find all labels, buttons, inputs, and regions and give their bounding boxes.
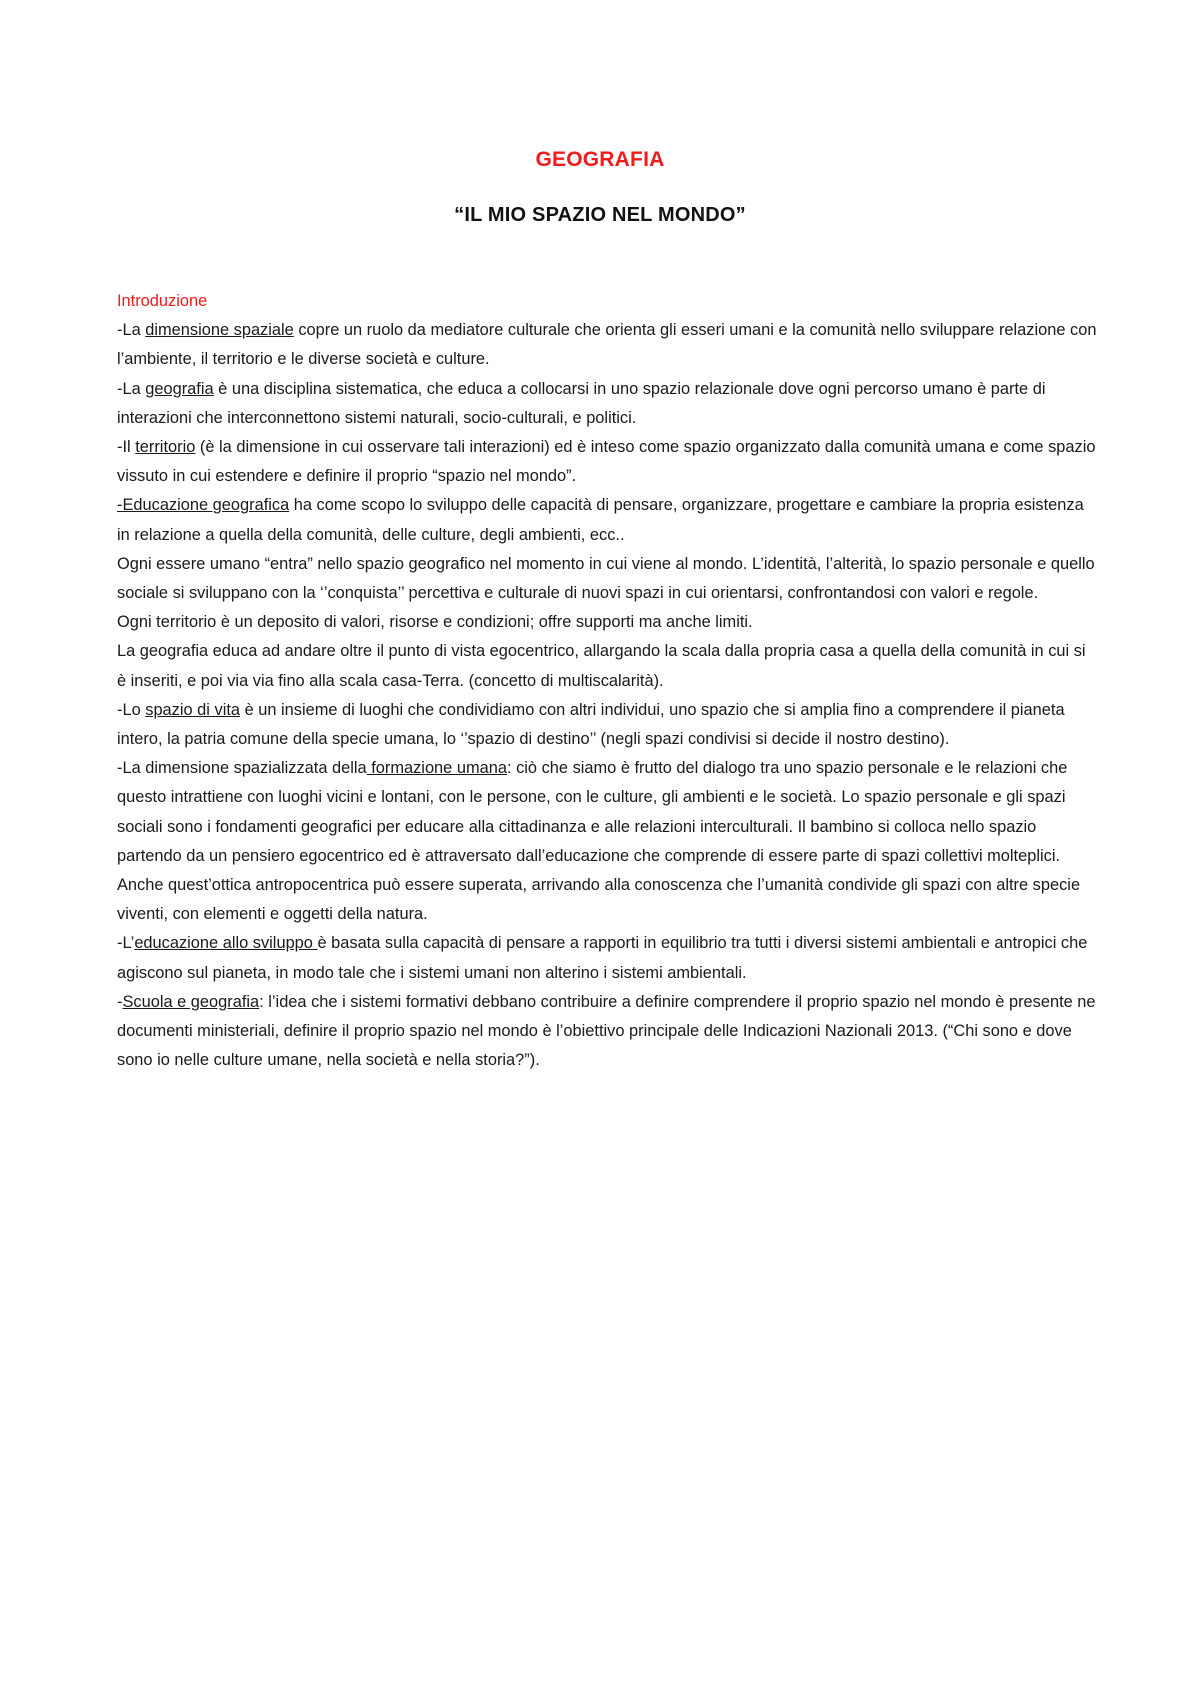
paragraph-text: è basata sulla capacità di pensare a rapporti in equilibrio tra tutti i diversi sistemi ambientali e antropici che agiscono sul pianeta, in modo tale che i sistemi umani non alterino i sistemi ambientali. [117,934,1088,982]
paragraph-multiscalarita: La geografia educa ad andare oltre il punto di vista egocentrico, allargando la scala dalla propria casa a quella della comunità in cui si è inseriti, e poi via via fino alla scala casa-Terra. (concetto di multiscalarità). [117,642,1086,690]
paragraph-essere-umano: Ogni essere umano “entra” nello spazio geografico nel momento in cui viene al mondo. L’identità, l’alterità, lo spazio personale e quello sociale si sviluppano con la ‘’conquista’’ percettiva e culturale di nuovi spazi in cui orientarsi, confrontandosi con valori e regole. [117,554,1095,603]
section-heading: Introduzione [117,292,208,310]
paragraph-prefix: - [117,992,123,1011]
paragraph-scuola-geografia [117,988,1099,1076]
paragraph-text: è una disciplina sistematica, che educa a collocarsi in uno spazio relazionale dove ogni percorso umano è parte di interazioni che interconnettono sistemi naturali, socio-culturali, e politici. [117,379,1046,427]
paragraph-text: è un insieme di luoghi che condividiamo con altri individui, uno spazio che si amplia fino a comprendere il pianeta intero, la patria comune della specie umana, lo ‘’spazio di destino’’ (negli spazi condivisi si decide il nostro destino). [117,700,1065,749]
paragraph-territorio [117,433,1099,491]
paragraph-territorio-deposito: Ogni territorio è un deposito di valori, risorse e condizioni; offre supporti ma anche limiti. [117,613,753,632]
underlined-term: Scuola e geografia [122,992,260,1011]
underlined-term: spazio di vita [145,700,241,719]
paragraph-text: (è la dimensione in cui osservare tali interazioni) ed è inteso come spazio organizzato dalla comunità umana e come spazio vissuto in cui estendere e definire il proprio “spazio nel mondo”. [117,438,1096,486]
underlined-term: dimensione spaziale [145,321,294,340]
paragraph-spazio-di-vita [117,696,1099,754]
underlined-term: geografia [145,379,214,398]
paragraph-educazione-geografica [117,491,1099,549]
underlined-term: territorio [135,438,196,457]
paragraph-text: : ciò che siamo è frutto del dialogo tra uno spazio personale e le relazioni che questo intrattiene con luoghi vicini e lontani, con le persone, con le culture, gli ambienti e le società. Lo spazio personale e gli spazi sociali sono i fondamenti geografici per educare alla cittadinanza e alle relazioni interculturali. Il bambino si colloca nello spazio partendo da un pensiero egocentrico ed è attraversato dall’educazione che comprende di essere parte di spazi collettivi molteplici. Anche quest’ottica antropocentrica può essere superata, arrivando alla conoscenza che l’umanità condivide gli spazi con altre specie viventi, con elementi e oggetti della natura. [117,759,1081,924]
paragraph-prefix: -L’ [117,934,135,953]
paragraph-prefix: -La [117,379,146,398]
paragraph-prefix: -La dimensione spazializzata della [117,759,367,778]
paragraph-prefix: -Il [117,438,136,457]
paragraph-prefix: -Lo [117,700,146,719]
document-body [117,287,1099,1075]
paragraph-educazione-sviluppo [117,929,1099,987]
paragraph-text: ha come scopo lo sviluppo delle capacità di pensare, organizzare, progettare e cambiare la propria esistenza in relazione a quella della comunità, delle culture, degli ambienti, ecc.. [117,496,1084,544]
underlined-term: formazione umana [366,759,507,778]
paragraph-dimensione-spaziale [117,316,1099,374]
paragraph-prefix: -La [117,321,146,340]
underlined-term: -Educazione geografica [117,496,290,515]
paragraph-text: : l’idea che i sistemi formativi debbano contribuire a definire comprendere il proprio spazio nel mondo è presente ne documenti ministeriali, definire il proprio spazio nel mondo è l’obiettivo principale delle Indicazioni Nazionali 2013. (“Chi sono e dove sono io nelle culture umane, nella società e nella storia?”). [117,992,1096,1070]
underlined-term: educazione allo sviluppo [134,934,318,953]
paragraph-formazione-umana [117,754,1099,929]
document-title: GEOGRAFIA [535,148,665,171]
paragraph-geografia [117,375,1099,433]
paragraph-text: copre un ruolo da mediatore culturale che orienta gli esseri umani e la comunità nello sviluppare relazione con l’ambiente, il territorio e le diverse società e culture. [117,321,1097,369]
document-subtitle: “IL MIO SPAZIO NEL MONDO” [454,204,746,226]
